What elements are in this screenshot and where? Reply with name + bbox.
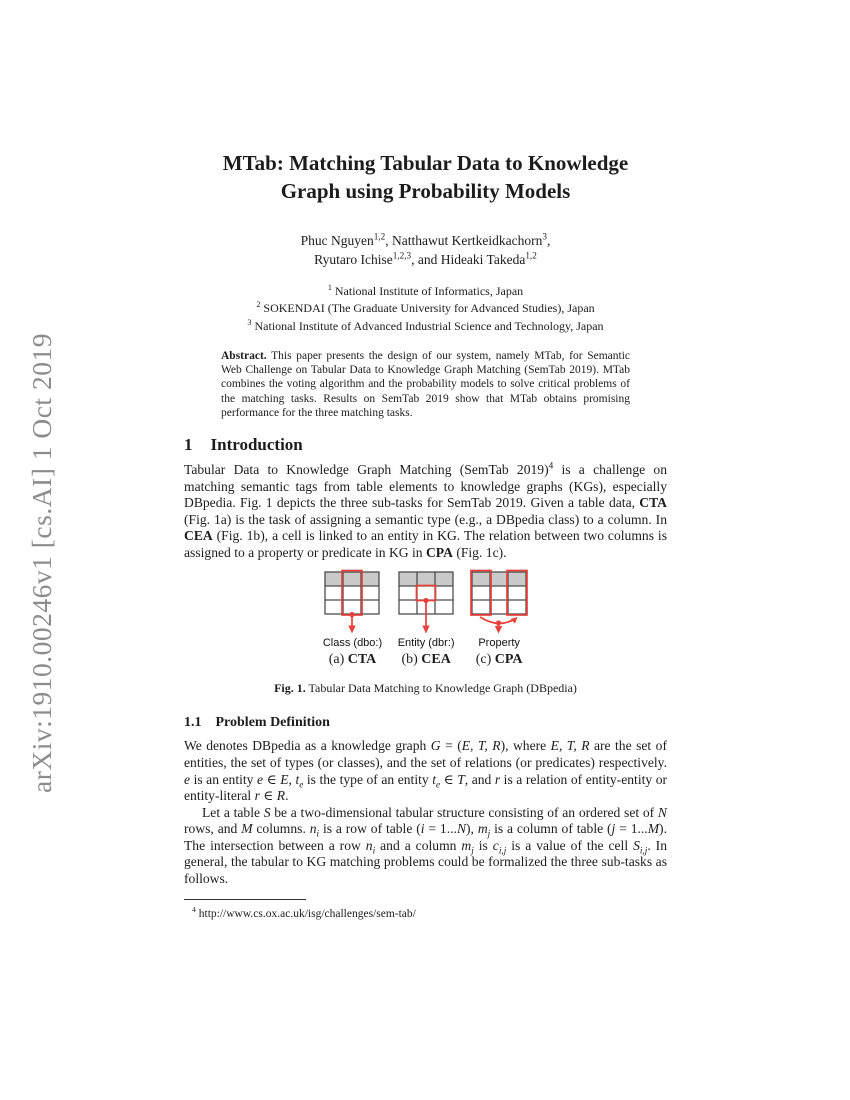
cta-target-label: Class (dbo:)	[322, 637, 383, 650]
subfig-task: CPA	[494, 652, 523, 668]
paper-title-line-2: Graph using Probability Models	[280, 178, 571, 203]
footnote-url[interactable]: http://www.cs.ox.ac.uk/isg/challenges/sem-tab/	[198, 908, 416, 921]
section-number: 1	[184, 435, 193, 455]
subfig-letter: (c)	[475, 652, 495, 668]
footnote-marker: 4	[192, 905, 196, 915]
affiliation-marker: 3	[247, 318, 252, 327]
paper-title-line-1: MTab: Matching Tabular Data to Knowledge	[222, 151, 629, 175]
abstract	[221, 349, 630, 421]
cpa-letter-label	[476, 652, 523, 668]
subsection-number: 1.1	[184, 715, 202, 731]
figure-1	[184, 569, 667, 668]
affiliation-line	[184, 318, 667, 336]
subfig-task: CTA	[347, 652, 377, 668]
subfig-letter: (b)	[401, 652, 422, 668]
cea-table-graphic	[397, 569, 455, 636]
affiliation-line	[184, 300, 667, 318]
footnote-rule	[184, 899, 306, 900]
affiliation-text: National Institute of Informatics, Japan	[331, 283, 524, 298]
affiliation-text: National Institute of Advanced Industrial Science and Technology, Japan	[251, 319, 604, 333]
subfigure-cpa	[470, 569, 528, 668]
subfigure-cea	[397, 569, 455, 668]
figure-caption-label: Fig. 1.	[274, 681, 306, 696]
author-line: Phuc Nguyen$^{1,2}$, Natthawut Kertkeidkachorn$^3$,	[300, 231, 551, 248]
abstract-label: Abstract.	[221, 349, 267, 362]
affiliation-marker: 2	[256, 300, 261, 310]
affiliations-block	[184, 283, 667, 336]
cta-table-graphic	[323, 569, 381, 636]
subfig-letter: (a)	[328, 652, 348, 668]
figure-caption-text: Tabular Data Matching to Knowledge Graph (DBpedia)	[305, 681, 577, 696]
author-line: Ryutaro Ichise$^{1,2,3}$, and Hideaki Takeda$^{1,2}$	[314, 250, 537, 268]
cta-letter-label	[329, 652, 377, 668]
section-title: Introduction	[210, 435, 303, 455]
section-heading-introduction	[184, 435, 667, 455]
subfig-task: CEA	[421, 652, 451, 668]
cpa-target-label: Property	[478, 637, 520, 650]
cea-target-label: Entity (dbr:)	[397, 637, 455, 650]
problem-definition-paragraph-1: We denotes DBpedia as a knowledge graph G = (E, T, R), where E, T, R are the set of entities, the set of types (or classes), and the set of relations (or predicates) respectively. e is an entity e ∈ E, $t_e$ is the type of an entity $t_e$ ∈ T, and r is a relation of entity-entity or entity-literal r ∈ R.	[184, 738, 668, 804]
author-block	[184, 231, 667, 270]
subsection-heading-problem-definition	[184, 715, 667, 731]
figure-caption	[184, 681, 667, 696]
affiliation-marker: 1	[327, 282, 332, 292]
introduction-paragraph: Tabular Data to Knowledge Graph Matching (SemTab 2019)$^4$ is a challenge on matching semantic tags from table elements to knowledge graphs (KGs), especially DBpedia. Fig. 1 depicts the three sub-tasks for SemTab 2019. Given a table data, CTA (Fig. 1a) is the task of assigning a semantic type (e.g., a DBpedia class) to a column. In CEA (Fig. 1b), a cell is linked to an entity in KG. The relation between two columns is assigned to a property or predicate in KG in CPA (Fig. 1c).	[184, 460, 667, 560]
affiliation-text: SOKENDAI (The Graduate University for Advanced Studies), Japan	[260, 301, 595, 316]
footnote	[184, 905, 667, 921]
paper-title	[184, 150, 667, 206]
cpa-table-graphic	[470, 569, 528, 636]
abstract-text: This paper presents the design of our system, namely MTab, for Semantic Web Challenge on Tabular Data to Knowledge Graph Matching (SemTab 2019). MTab combines the voting algorithm and the probability models to solve critical problems of the matching tasks. Results on SemTab 2019 show that MTab obtains promising performance for the three matching tasks.	[221, 349, 630, 420]
paper-content	[184, 150, 667, 920]
subsection-title: Problem Definition	[215, 715, 330, 731]
arxiv-watermark: arXiv:1910.00246v1 [cs.AI] 1 Oct 2019	[26, 333, 57, 793]
cea-letter-label	[401, 652, 450, 668]
problem-definition-paragraph-2: Let a table S be a two-dimensional tabular structure consisting of an ordered set of N rows, and M columns. $n_i$ is a row of table (i = 1...N), $m_j$ is a column of table (j = 1...M). The intersection between a row $n_i$ and a column $m_j$ is $c_{i,j}$ is a value of the cell $S_{i,j}$. In general, the tabular to KG matching problems could be formalized the three sub-tasks as follows.	[184, 804, 667, 886]
subfigure-cta	[323, 569, 382, 668]
affiliation-line	[184, 283, 667, 301]
